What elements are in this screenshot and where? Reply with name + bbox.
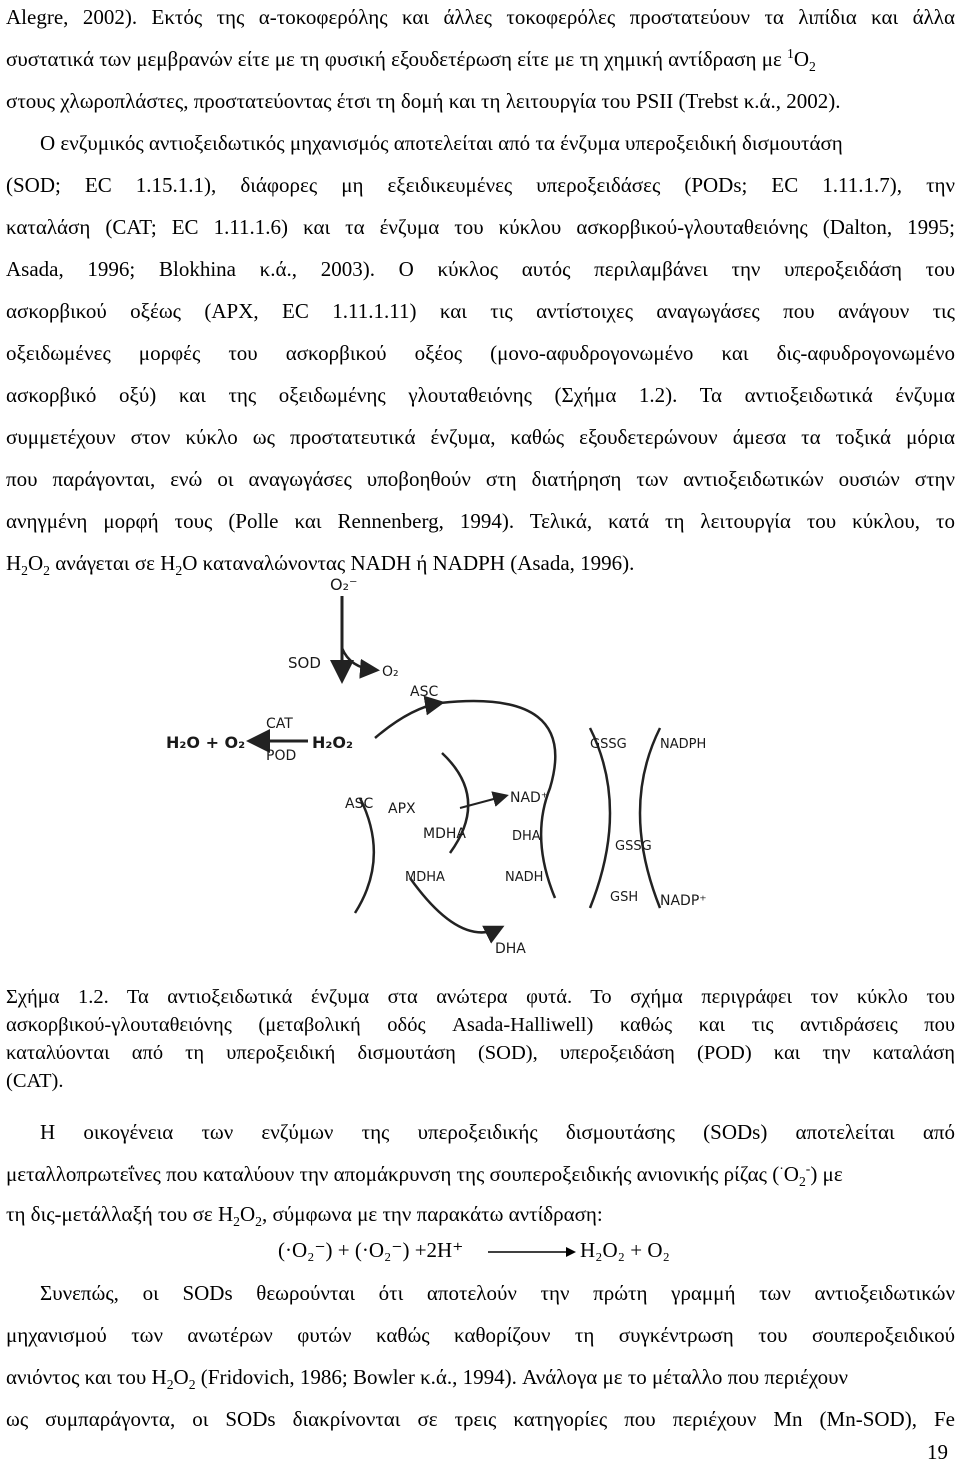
text-line: ως συμπαράγοντα, οι SODs διακρίνονται σε τρεις κατηγορίες που περιέχουν Mn (Mn-SOD), Fe [6,1407,955,1431]
text-line: στους χλωροπλάστες, προστατεύοντας έτσι τη δομή και τη λειτουργία του PSII (Trebst κ.ά., 2002). [6,89,841,113]
text-line: συστατικά των μεμβρανών είτε με τη φυσική εξουδετέρωση είτε με τη χημική αντίδραση με $^1O_2$ [6,46,816,75]
gr-curve-left [590,728,610,908]
cat-label: CAT [266,716,293,732]
gsh-label: GSH [610,890,639,905]
apx-label: APX [388,801,416,817]
figure-caption: Σχήμα 1.2. Τα αντιοξειδωτικά ένζυμα στα ανώτερα φυτά. Το σχήμα περιγράφει τον κύκλο του [6,986,955,1008]
o2-release-arrow [342,648,375,670]
text-line: μηχανισμού των ανωτέρων φυτών καθώς καθορίζουν τη συγκέντρωση του σουπεροξειδικού [6,1323,955,1347]
text-line: $H_2O_2$ ανάγεται σε $H_2O$ καταναλώνοντας NADH ή NADPH (Asada, 1996). [6,551,635,579]
reaction-arrow [488,1244,578,1260]
text-line: συμμετέχουν στον κύκλο ως προστατευτικά ένζυμα, καθώς εξουδετερώνουν άμεσα τα τοξικά μόρια [6,425,955,449]
mdha-mid-label: MDHA [423,826,466,842]
text-line: μεταλλοπρωτεΐνες που καταλύουν την απομάκρυνση της σουπεροξειδικής ανιονικής ρίζας $(^\cdot O_2^-)$ με [6,1161,843,1190]
apx-curve [355,798,374,913]
text-line: τη δις-μετάλλαξή του σε $H_2O_2$, σύμφωνα με την παρακάτω αντίδραση: [6,1202,603,1230]
sod-label: SOD [288,654,321,672]
text-line: οξειδωμένες μορφές του ασκορβικού οξέος (μονο-αφυδρογονωμένο και δις-αφυδρογονωμένο [6,341,955,365]
nad-plus-label: NAD⁺ [510,790,549,806]
text-line: Asada, 1996; Blokhina κ.ά., 2003). Ο κύκλος αυτός περιλαμβάνει την υπεροξειδάση του [6,257,955,281]
gr-curve-right [640,728,660,908]
gssg-top-label: GSSG [590,737,627,752]
equation-left: (·O₂⁻) + (·O₂⁻) +2H⁺ [278,1238,464,1262]
text-line: Alegre, 2002). Εκτός της α-τοκοφερόλης και άλλες τοκοφερόλες προστατεύουν τα λιπίδια και άλλα [6,5,955,29]
dha-arrow [410,878,500,932]
gssg-mid-label: GSSG [615,839,652,854]
nadh-left-label: NADH [505,870,544,885]
figure-caption: (CAT). [6,1070,64,1092]
figure-caption: καταλύονται από τη υπεροξειδική δισμουτάση (SOD), υπεροξειδάση (POD) και την καταλάση [6,1042,955,1064]
text-line: που παράγονται, ενώ οι αναγωγάσες υποβοηθούν στη διατήρηση των αντιοξειδωτικών ουσιών στην [6,467,955,491]
text-line: ανιόντος και του $H_2O_2$ (Fridovich, 1986; Bowler κ.ά., 1994). Ανάλογα με το μέταλλο που περιέχουν [6,1365,849,1393]
o2-minus-label: O₂⁻ [330,575,358,594]
page-number: 19 [927,1440,948,1464]
text-line: Συνεπώς, οι SODs θεωρούνται ότι αποτελούν την πρώτη γραμμή των αντιοξειδωτικών [40,1281,955,1305]
h2o-o2-label: H₂O + O₂ [166,733,246,752]
text-line: ασκορβικό οξύ) και της οξειδωμένης γλουταθειόνης (Σχήμα 1.2). Τα αντιοξειδωτικά ένζυμα [6,383,955,407]
text-line: Η οικογένεια των ενζύμων της υπεροξειδικής δισμουτάσης (SODs) αποτελείται από [40,1120,955,1144]
dha-mid-label: DHA [512,829,541,844]
asc-left-label: ASC [345,796,374,812]
text-line: ασκορβικού οξέως (APX, EC 1.11.1.11) και τις αντίστοιχες αναγωγάσες που ανάγουν τις [6,299,955,323]
asc-top-label: ASC [410,684,439,700]
pod-label: POD [266,748,297,764]
text-line: (SOD; EC 1.15.1.1), διάφορες μη εξειδικευμένες υπεροξειδάσες (PODs; EC 1.11.1.7), την [6,173,955,197]
pathway-diagram [160,568,730,968]
nadph-label: NADPH [660,737,707,752]
nadp-plus-label: NADP⁺ [660,893,707,909]
text-line: καταλάση (CAT; EC 1.11.1.6) και τα ένζυμα του κύκλου ασκορβικού-γλουταθειόνης (Dalton, 1995; [6,215,955,239]
mdha-bottom-label: MDHA [405,870,445,885]
text-line: ανηγμένη μορφή τους (Polle και Rennenberg, 1994). Τελικά, κατά τη λειτουργία του κύκλου, το [6,509,955,533]
text-line: Ο ενζυμικός αντιοξειδωτικός μηχανισμός αποτελείται από τα ένζυμα υπεροξειδική δισμουτάση [40,131,843,155]
equation-right: H₂O₂ + O₂ [580,1238,670,1262]
o2-label: O₂ [382,664,399,680]
h2o2-label: H₂O₂ [312,733,354,752]
figure-caption: ασκορβικού-γλουταθειόνης (μεταβολική οδός Asada-Halliwell) καθώς και τις αντιδράσεις που [6,1014,955,1036]
dha-bottom-label: DHA [495,941,526,957]
asc-arrow [375,703,440,738]
